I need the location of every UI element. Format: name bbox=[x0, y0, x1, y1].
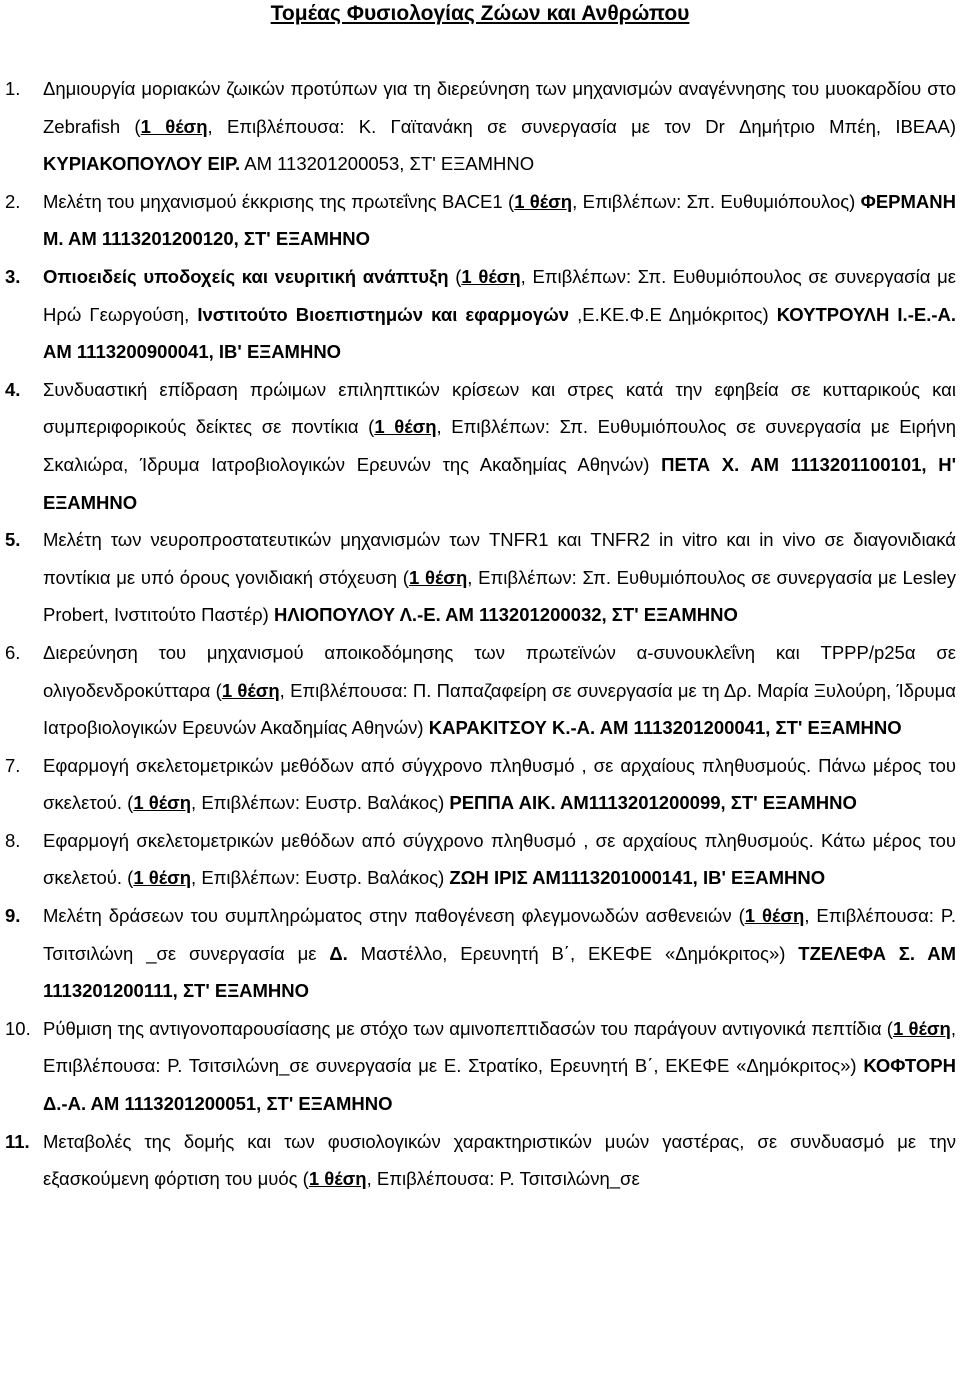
position-count: 1 θέση bbox=[744, 905, 805, 927]
position-count: 1 θέση bbox=[221, 679, 280, 701]
thesis-list bbox=[0, 70, 960, 1198]
item-text bbox=[43, 521, 956, 634]
bold-text: Οπιοειδείς υποδοχείς και νευριτική ανάπτυξη bbox=[43, 265, 449, 287]
item-text bbox=[43, 822, 956, 897]
text-segment: Διερεύνηση του μηχανισμού αποικοδόμησης των πρωτεϊνών α-συνουκλεΐνη και TPPP/p25α σε ολιγοδενδροκύτταρα ( bbox=[43, 641, 956, 701]
text-segment: , Επιβλέπουσα: Ρ. Τσιτσιλώνη bbox=[43, 905, 957, 964]
item-number: 5. bbox=[5, 529, 21, 551]
item-text bbox=[43, 747, 956, 822]
item-text bbox=[43, 1010, 956, 1123]
position-count: 1 θέση bbox=[408, 566, 468, 588]
bold-text: ΚΥΡΙΑΚΟΠΟΥΛΟΥ ΕΙΡ. bbox=[43, 153, 241, 175]
position-count: 1 θέση bbox=[892, 1017, 951, 1039]
text-segment: Μελέτη δράσεων του συμπληρώματος στην παθογένεση φλεγμονωδών ασθενειών ( bbox=[43, 905, 745, 927]
text-segment: Δρ. Μαρία Ξυλούρη, Ίδρυμα Ιατροβιολογικών Ερευνών Ακαδημίας Αθηνών) bbox=[43, 679, 956, 739]
position-count: 1 θέση bbox=[308, 1168, 367, 1190]
position-count: 1 θέση bbox=[133, 792, 192, 814]
bold-text: Δ. bbox=[329, 942, 348, 964]
text-segment: , Επιβλέπουσα: Π. Παπαζαφείρη σε συνεργασία με τη bbox=[279, 679, 724, 701]
list-item bbox=[0, 1123, 960, 1198]
list-item bbox=[0, 747, 960, 822]
bold-text: ΡΕΠΠΑ ΑΙΚ. ΑΜ1113201200099, ΣΤ' ΕΞΑΜΗΝΟ bbox=[449, 792, 857, 814]
text-segment: , Επιβλέπων: Ευστρ. Βαλάκος) bbox=[191, 867, 450, 889]
text-segment: Μεταβολές της δομής και των φυσιολογικών χαρακτηριστικών μυών γαστέρας, σε συνδυασμό με την εξασκούμενη φόρτιση του μυός ( bbox=[43, 1130, 956, 1190]
section-title: Τομέας Φυσιολογίας Ζώων και Ανθρώπου bbox=[270, 2, 690, 25]
item-number: 7. bbox=[5, 754, 21, 776]
text-segment: ( bbox=[448, 265, 462, 287]
position-count: 1 θέση bbox=[461, 265, 521, 287]
text-segment: Μελέτη του μηχανισμού έκκρισης της πρωτεΐνης BACE1 ( bbox=[43, 190, 515, 212]
item-number: 11. bbox=[5, 1130, 30, 1152]
text-segment: Εφαρμογή σκελετομετρικών μεθόδων από σύγχρονο πληθυσμό , σε αρχαίους πληθυσμούς. Κάτω μέρος του σκελετού. ( bbox=[43, 829, 956, 889]
bold-text: ΚΑΡΑΚΙΤΣΟΥ Κ.-Α. ΑΜ 1113201200041, ΣΤ' ΕΞΑΜΗΝΟ bbox=[428, 717, 902, 739]
list-item bbox=[0, 70, 960, 183]
text-segment: Ρύθμιση της αντιγονοπαρουσίασης με στόχο των αμινοπεπτιδασών του παράγουν αντιγονικά πεπτίδια ( bbox=[43, 1017, 893, 1039]
position-count: 1 θέση bbox=[514, 190, 573, 212]
item-number: 9. bbox=[5, 905, 21, 927]
list-item bbox=[0, 897, 960, 1010]
list-item bbox=[0, 1010, 960, 1123]
item-text bbox=[43, 1123, 956, 1198]
list-item bbox=[0, 822, 960, 897]
item-number: 2. bbox=[5, 190, 21, 212]
text-segment: , Επιβλέπουσα: Ρ. Τσιτσιλώνη_σε συνεργασία με Ε. Στρατίκο, Ερευνητή Β΄, ΕΚΕΦΕ «Δημόκριτος») bbox=[43, 1017, 956, 1077]
list-item bbox=[0, 634, 960, 747]
item-text bbox=[43, 70, 956, 183]
item-text bbox=[43, 183, 956, 258]
item-number: 10. bbox=[5, 1017, 31, 1039]
list-item bbox=[0, 183, 960, 258]
item-number: 8. bbox=[5, 829, 21, 851]
bold-text: ΦΕΡΜΑΝΗ Μ. ΑΜ 111320120012​0, ΣΤ' ΕΞΑΜΗΝΟ bbox=[43, 190, 957, 250]
bold-text: ΗΛΙΟΠΟΥΛΟΥ Λ.-Ε. ΑΜ 113201200032, ΣΤ' ΕΞΑΜΗΝΟ bbox=[273, 604, 738, 626]
bold-text: ΤΖΕΛΕΦΑ Σ. ΑΜ 1113201200111, ΣΤ' ΕΞΑΜΗΝΟ bbox=[43, 942, 956, 1002]
bold-text: ΚΟΦΤΟΡΗ Δ.-Α. ΑΜ 1113201200051, ΣΤ' ΕΞΑΜΗΝΟ bbox=[43, 1055, 956, 1115]
text-segment: , Επιβλέπων: Σπ. Ευθυμιόπουλος σε συνεργασία με Ηρώ Γεωργούση, bbox=[43, 265, 956, 325]
text-segment: Εφαρμογή σκελετομετρικών μεθόδων από σύγχρονο πληθυσμό , σε αρχαίους πληθυσμούς. Πάνω μέρος του σκελετού. ( bbox=[43, 754, 956, 814]
text-segment: _σε συνεργασία με bbox=[146, 942, 330, 964]
text-segment: , Επιβλέπουσα: Κ. Γαϊτανάκη σε συνεργασία με τον Dr Δημήτριο Μπέη, ΙΒΕΑΑ) bbox=[207, 115, 956, 137]
text-segment: Δημιουργία μοριακών ζωικών προτύπων για τη διερεύνηση των μηχανισμών αναγέννησης του μυοκαρδίου στο Zebrafish ( bbox=[43, 78, 956, 137]
text-segment: Συνδυαστική επίδραση πρώιμων επιληπτικών κρίσεων και στρες κατά την εφηβεία σε κυτταρικούς και συμπεριφορικούς δείκτες σε ποντίκια ( bbox=[43, 378, 956, 438]
position-count: 1 θέση bbox=[133, 867, 192, 889]
list-item bbox=[0, 521, 960, 634]
item-number: 6. bbox=[5, 641, 21, 663]
text-segment: , Επιβλέπουσα: Ρ. Τσιτσιλώνη_σε bbox=[366, 1168, 640, 1190]
item-text bbox=[43, 258, 956, 371]
bold-text: ΠΕΤΑ Χ. ΑΜ 1113201100101, Η' ΕΞΑΜΗΝΟ bbox=[43, 453, 956, 513]
text-segment: Μαστέλλο, Ερευνητή Β΄, ΕΚΕΦΕ «Δημόκριτος») bbox=[347, 942, 799, 964]
item-number: 1. bbox=[5, 78, 21, 99]
position-count: 1 θέση bbox=[140, 115, 208, 137]
item-text bbox=[43, 634, 956, 747]
text-segment: , Επιβλέπων: Σπ. Ευθυμιόπουλος σε συνεργασία με Lesley Probert, Ινστιτούτο Παστέρ) bbox=[43, 566, 956, 626]
text-segment: , Επιβλέπων: Σπ. Ευθυμιόπουλος σε συνεργασία με Ειρήνη Σκαλιώρα, Ίδρυμα Ιατροβιολογικών Ερευνών της Ακαδημίας Αθηνών) bbox=[43, 416, 956, 475]
text-segment: , Επιβλέπων: Ευστρ. Βαλάκος) bbox=[191, 792, 450, 814]
text-segment: , Επιβλέπων: Σπ. Ευθυμιόπουλος) bbox=[572, 190, 861, 212]
bold-text: Ινστιτούτο Βιοεπιστημών και εφαρμογών bbox=[197, 303, 570, 325]
item-number: 4. bbox=[5, 378, 21, 400]
list-item bbox=[0, 258, 960, 371]
bold-text: ΚΟΥΤΡΟΥΛΗ Ι.-Ε.-Α. ΑΜ 1113200900041, ΙΒ' ΕΞΑΜΗΝΟ bbox=[43, 303, 956, 363]
item-number: 3. bbox=[5, 265, 21, 287]
text-segment: Μελέτη των νευροπροστατευτικών μηχανισμών των TNFR1 και TNFR2 in vitro και in vivo σε διαγονιδιακά ποντίκια με υπό όρους γονιδιακή στόχευση ( bbox=[43, 529, 956, 588]
item-text bbox=[43, 371, 956, 521]
list-item bbox=[0, 371, 960, 521]
bold-text: ΖΩΗ ΙΡΙΣ ΑΜ1113201000141, ΙΒ' ΕΞΑΜΗΝΟ bbox=[449, 867, 826, 889]
item-text bbox=[43, 897, 956, 1010]
text-segment: ΑΜ 113201200053, ΣΤ' ΕΞΑΜΗΝΟ bbox=[240, 153, 535, 175]
position-count: 1 θέση bbox=[374, 416, 437, 438]
text-segment: ,Ε.ΚΕ.Φ.Ε Δημόκριτος) bbox=[569, 303, 777, 325]
